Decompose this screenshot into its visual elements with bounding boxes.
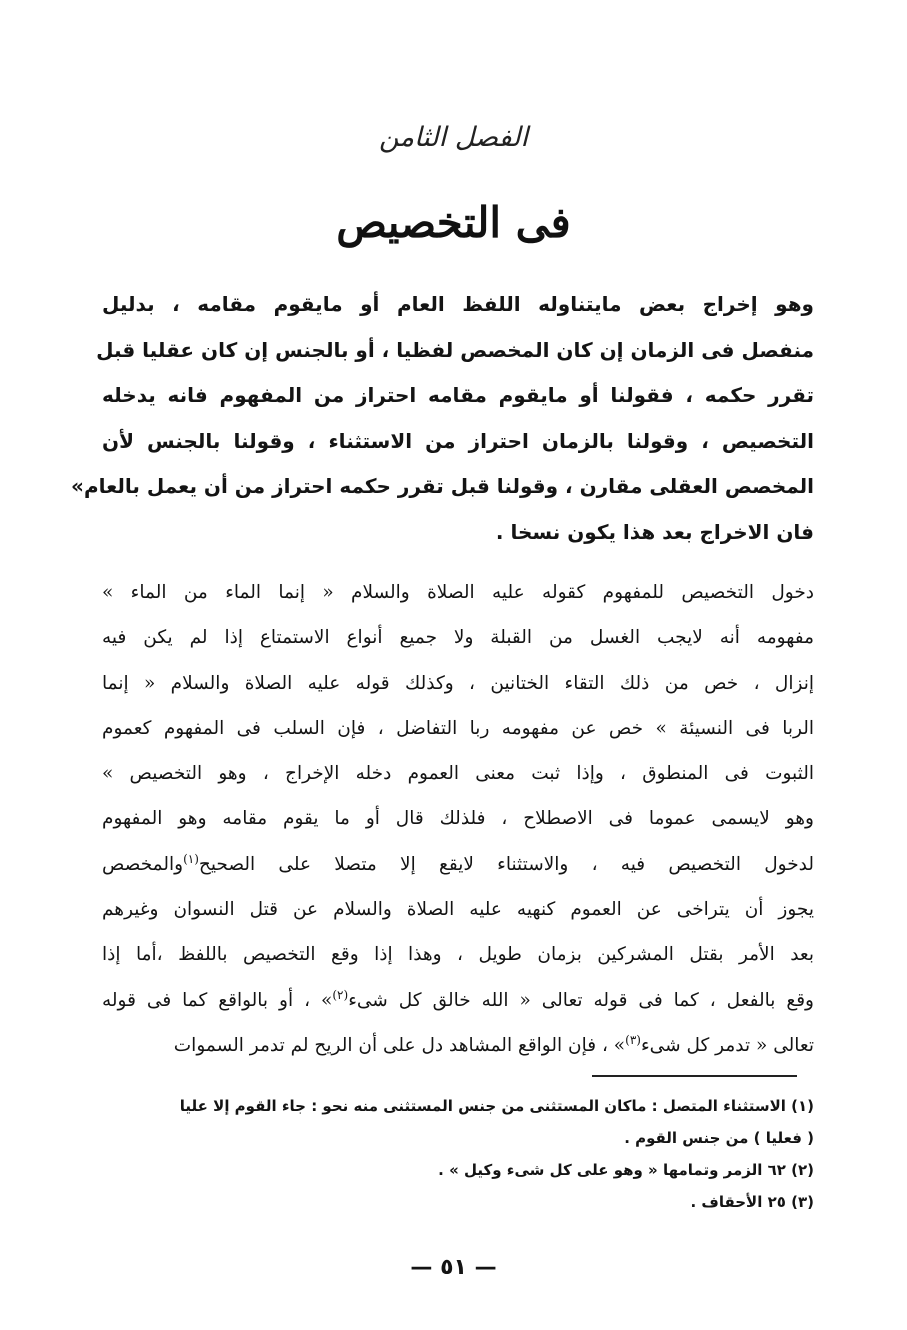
footnotes (102, 1090, 814, 1218)
body-line: يجوز أن يتراخى عن العموم كنهيه عليه الصلاة والسلام عن قتل النسوان وغيرهم (102, 899, 814, 921)
body-line: إنزال ، خص من ذلك التقاء الختانين ، وكذلك قوله عليه الصلاة والسلام « إنما (102, 672, 814, 694)
footnote-1-continued: ( فعليا ) من جنس القوم . (624, 1129, 814, 1147)
body-line (102, 842, 814, 887)
body-line (102, 1023, 814, 1068)
chapter-label: الفصل الثامن (379, 122, 528, 153)
footnote-3: (٣) ٢٥ الأحقاف . (690, 1193, 814, 1211)
body-line-tail: » ، أو بالواقع كما فى قوله (102, 989, 333, 1011)
body-line: الربا فى النسيئة » خص عن مفهومه ربا التفاضل ، فإن السلب فى المفهوم كعموم (102, 717, 814, 739)
footnote-divider (592, 1075, 797, 1077)
body-line-tail: والمخصص (102, 853, 184, 875)
definition-paragraph (71, 282, 814, 555)
body-line (102, 978, 814, 1023)
body-line: مفهومه أنه لايجب الغسل من القبلة ولا جميع أنواع الاستمتاع إذا لم يكن فيه (102, 627, 814, 649)
definition-line: وهو إخراج بعض مايتناوله اللفظ العام أو مايقوم مقامه ، بدليل (102, 292, 814, 316)
body-line: الثبوت فى المنطوق ، وإذا ثبت معنى العموم دخله الإخراج ، وهو التخصيص » (102, 763, 814, 785)
definition-line: تقرر حكمه ، فقولنا أو مايقوم مقامه احتراز من المفهوم فانه يدخله (102, 383, 814, 407)
page-number: — ٥١ — (410, 1255, 497, 1280)
footnote-ref: (٢) (332, 987, 349, 1002)
footnote-ref: (١) (183, 851, 199, 866)
chapter-title: فى التخصيص (336, 198, 571, 247)
footnote-1: (١) الاستثناء المتصل : ماكان المستثنى من جنس المستثنى منه نحو : جاء القوم إلا عليا (179, 1097, 814, 1115)
body-line-tail: » ، فإن الواقع المشاهد دل على أن الريح لم تدمر السموات (173, 1034, 626, 1056)
footnote-ref: (٣) (625, 1032, 641, 1047)
body-line: بعد الأمر بقتل المشركين بزمان طويل ، وهذا إذا وقع التخصيص باللفظ ،أما إذا (102, 944, 814, 966)
definition-line: منفصل فى الزمان إن كان المخصص لفظيا ، أو بالجنس إن كان عقليا قبل (96, 337, 814, 362)
body-line: وهو لايسمى عموما فى الاصطلاح ، فلذلك قال أو ما يقوم مقامه وهو المفهوم (102, 808, 814, 830)
body-line-text: تعالى « تدمر كل شىء (640, 1034, 814, 1056)
definition-line: فان الاخراج بعد هذا يكون نسخا . (495, 519, 814, 544)
footnote-2: (٢) ٦٢ الزمر وتمامها « وهو على كل شىء وكيل » . (438, 1161, 814, 1179)
body-line-text: وقع بالفعل ، كما فى قوله تعالى « الله خالق كل شىء (348, 989, 814, 1011)
body-line-text: لدخول التخصيص فيه ، والاستثناء لايقع إلا متصلا على الصحيح (198, 853, 814, 875)
body-paragraph (102, 570, 814, 1068)
definition-line: التخصيص ، وقولنا بالزمان احتراز من الاستثناء ، وقولنا بالجنس لأن (102, 428, 814, 453)
definition-line: المخصص العقلى مقارن ، وقولنا قبل تقرر حكمه احتراز من أن يعمل بالعام» (71, 474, 814, 498)
body-line: دخول التخصيص للمفهوم كقوله عليه الصلاة والسلام « إنما الماء من الماء » (102, 582, 814, 603)
